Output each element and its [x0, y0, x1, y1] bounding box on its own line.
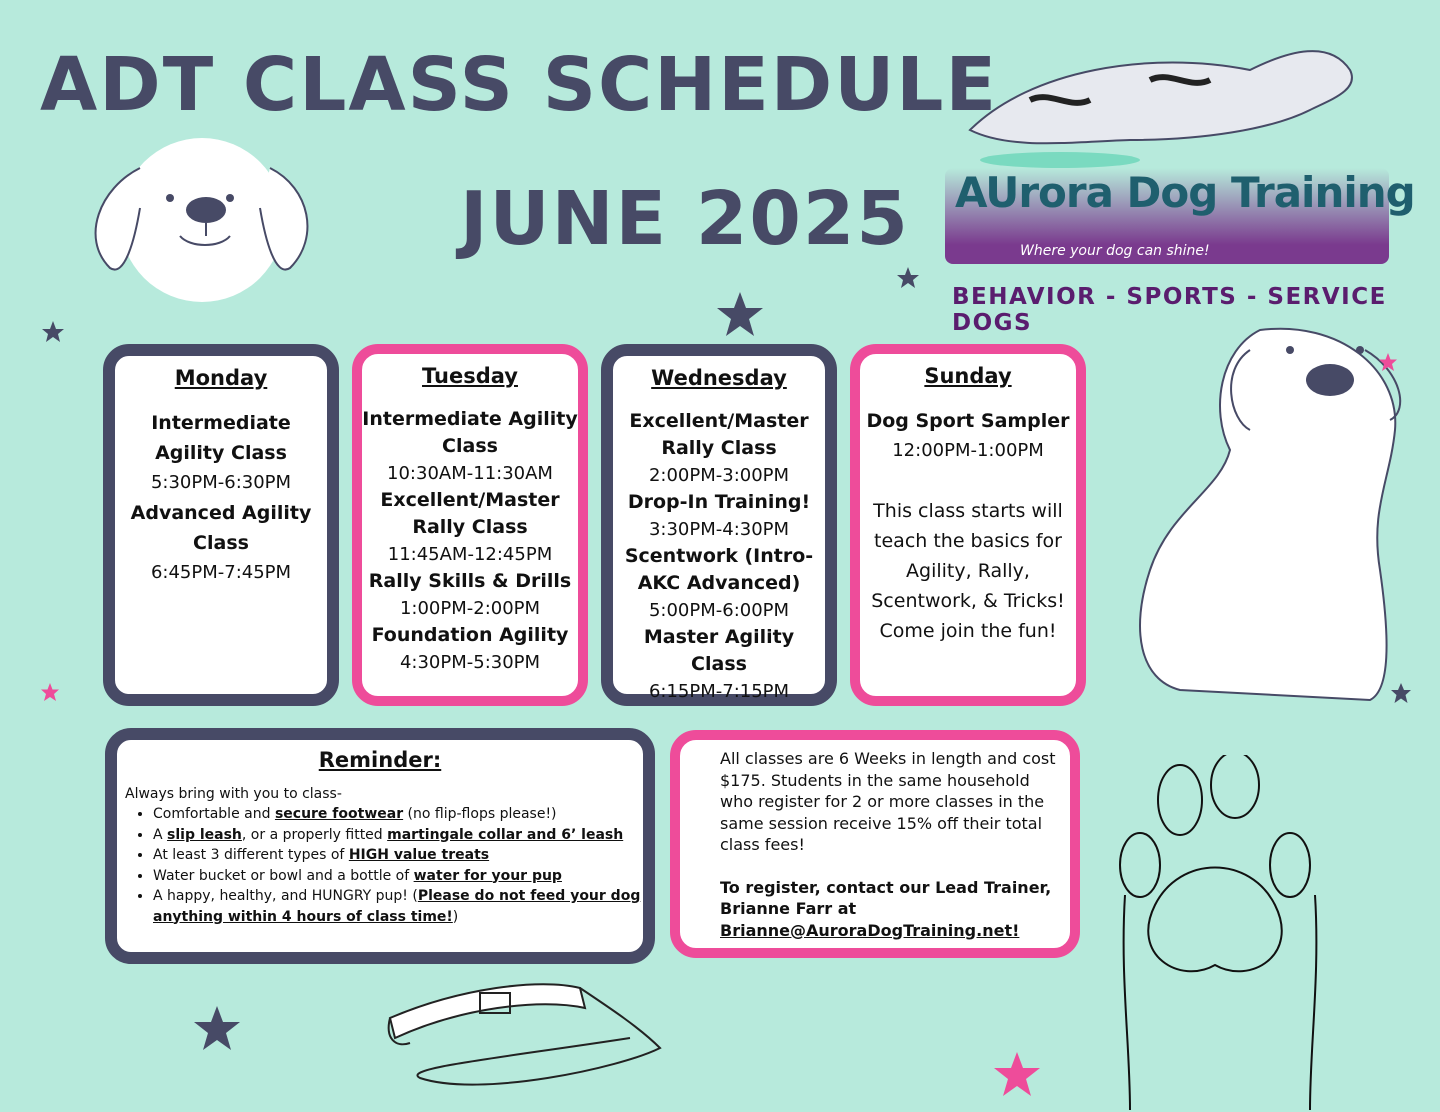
register-text: To register, contact our Lead Trainer, Brianne Farr at	[720, 877, 1052, 918]
star-icon	[1378, 352, 1398, 372]
class-time: 12:00PM-1:00PM	[892, 440, 1044, 461]
class-name: Scentwork (Intro-AKC Advanced)	[624, 545, 814, 594]
dog-face-illustration	[80, 128, 320, 318]
pricing-info-card	[670, 730, 1080, 958]
class-description: This class starts will teach the basics for Agility, Rally, Scentwork, & Tricks! Come join the fun!	[871, 500, 1065, 642]
reminder-list	[117, 804, 643, 927]
list-item: • Comfortable and secure footwear (no flip-flops please!)	[153, 804, 643, 825]
class-time: 6:45PM-7:45PM	[150, 562, 292, 583]
logo-name: AUrora Dog Training	[955, 168, 1415, 217]
list-item: • At least 3 different types of HIGH value treats	[153, 845, 643, 866]
class-time: 1:00PM-2:00PM	[399, 598, 541, 619]
day-name: Tuesday	[422, 364, 518, 388]
list-item: • A slip leash, or a properly fitted martingale collar and 6’ leash	[153, 825, 643, 846]
leash-collar-illustration	[380, 968, 680, 1108]
class-time: 5:30PM-6:30PM	[150, 472, 292, 493]
star-icon	[992, 1050, 1042, 1100]
class-name: Foundation Agility	[371, 624, 569, 646]
reminder-card	[105, 728, 655, 964]
reminder-intro: Always bring with you to class-	[125, 786, 342, 802]
class-time: 4:30PM-5:30PM	[399, 652, 541, 673]
class-time: 5:00PM-6:00PM	[648, 600, 790, 621]
class-name: Drop-In Training!	[627, 491, 811, 513]
day-card-wednesday	[601, 344, 837, 706]
star-icon	[41, 320, 65, 344]
class-time: 3:30PM-4:30PM	[648, 519, 790, 540]
tagline: BEHAVIOR - SPORTS - SERVICE DOGS	[952, 284, 1387, 336]
day-name: Sunday	[924, 364, 1012, 388]
day-card-sunday	[850, 344, 1086, 706]
class-time: 10:30AM-11:30AM	[387, 463, 553, 484]
class-time: 2:00PM-3:00PM	[648, 465, 790, 486]
logo-slogan: Where your dog can shine!	[1020, 243, 1210, 259]
star-icon	[896, 266, 920, 290]
pricing-text: All classes are 6 Weeks in length and cost $175. Students in the same household who register for 2 or more classes in the same session receive 15% off their total class fees!	[720, 749, 1056, 854]
day-name: Wednesday	[651, 366, 787, 390]
class-name: Excellent/Master Rally Class	[629, 410, 809, 459]
class-name: Advanced Agility Class	[130, 502, 312, 554]
class-time: 11:45AM-12:45PM	[387, 544, 553, 565]
class-name: Intermediate Agility Class	[362, 408, 578, 457]
class-name: Master Agility Class	[643, 626, 795, 675]
reminder-heading: Reminder:	[318, 748, 442, 772]
class-name: Dog Sport Sampler	[866, 410, 1070, 432]
star-icon	[1390, 682, 1412, 704]
star-icon	[192, 1004, 242, 1054]
list-item: • A happy, healthy, and HUNGRY pup! (Please do not feed your dog anything within 4 hours of class time!)	[153, 886, 643, 927]
page-title-line2: JUNE 2025	[460, 176, 910, 262]
class-time: 6:15PM-7:15PM	[648, 681, 790, 702]
star-icon	[40, 682, 60, 702]
page-title-line1: ADT CLASS SCHEDULE	[40, 42, 999, 128]
day-name: Monday	[174, 366, 268, 390]
class-name: Intermediate Agility Class	[151, 412, 291, 464]
list-item: • Water bucket or bowl and a bottle of water for your pup	[153, 866, 643, 887]
star-icon	[715, 290, 765, 340]
day-card-monday	[103, 344, 339, 706]
day-card-tuesday	[352, 344, 588, 706]
paw-print-illustration	[1110, 755, 1340, 1110]
class-name: Rally Skills & Drills	[368, 570, 572, 592]
contact-email-link[interactable]: Brianne@AuroraDogTraining.net!	[720, 920, 1020, 940]
class-name: Excellent/Master Rally Class	[380, 489, 560, 538]
running-dog-logo	[950, 30, 1370, 170]
